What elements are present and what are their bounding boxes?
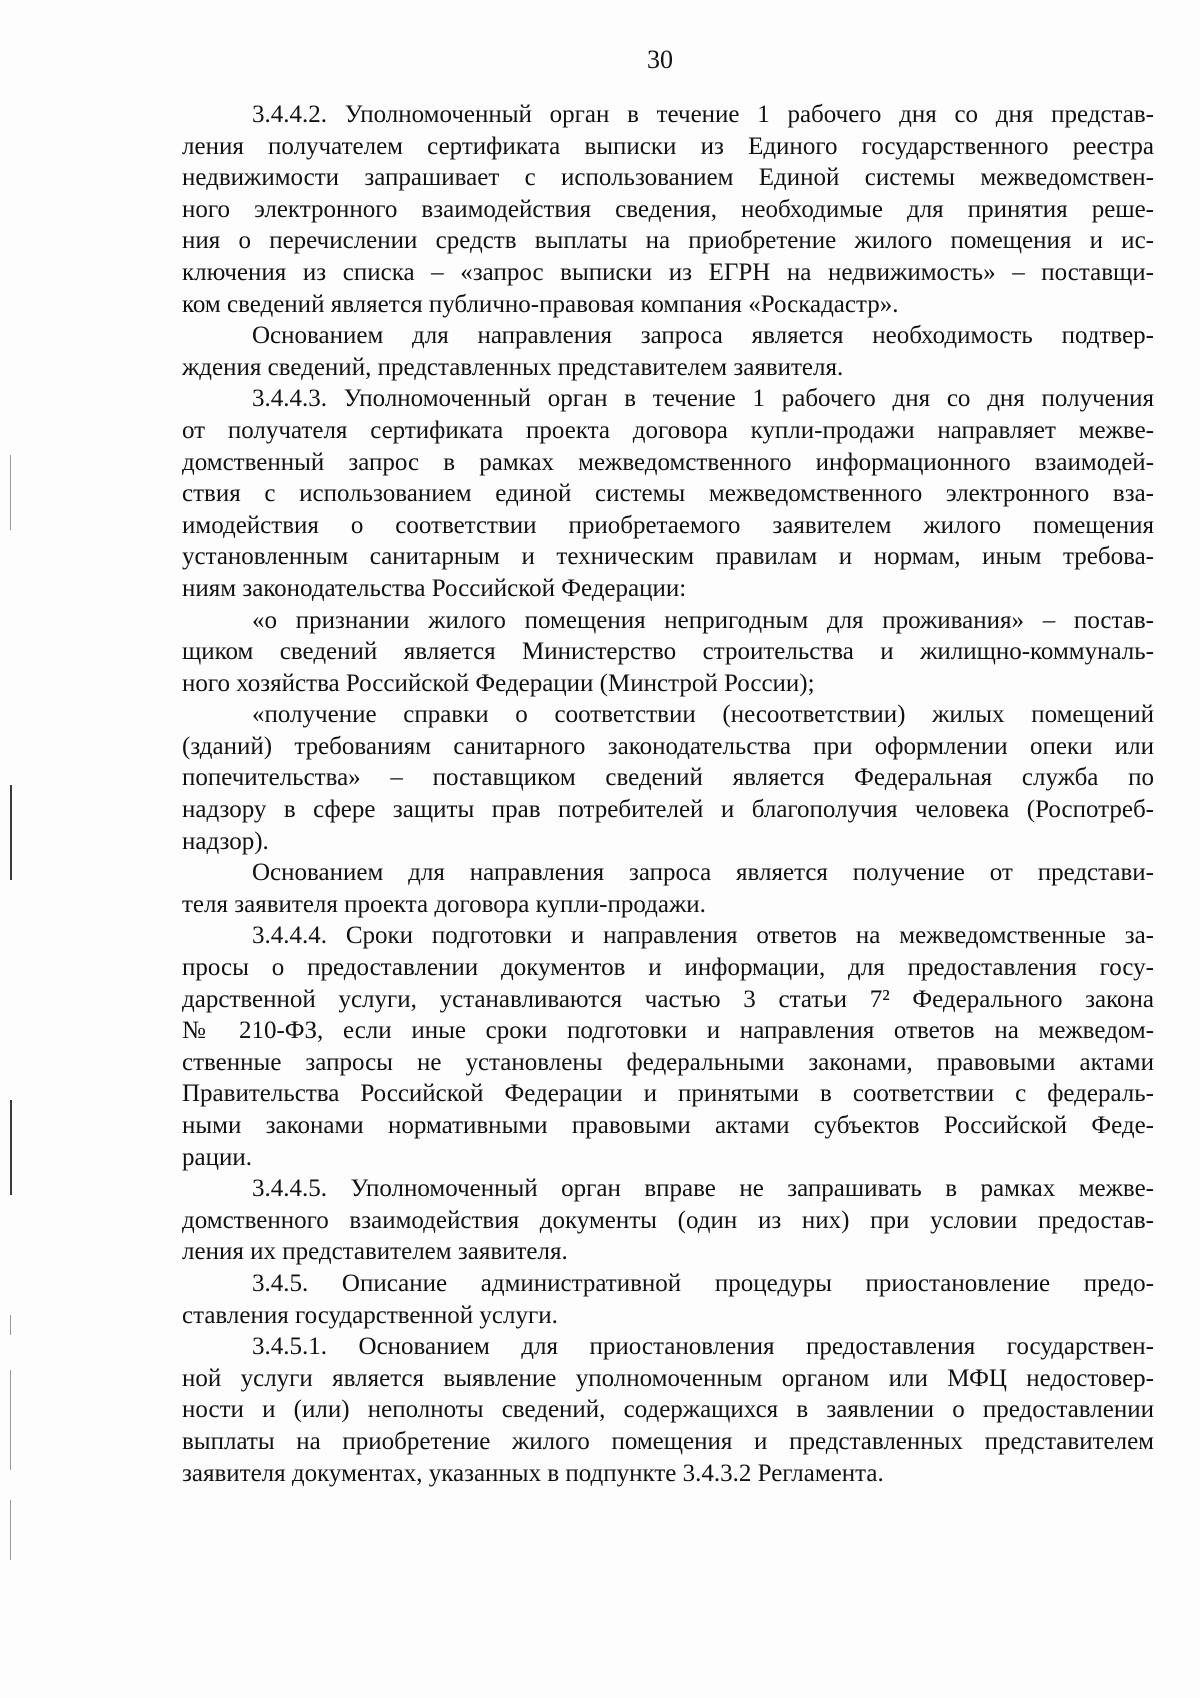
- text-line: ления их представителем заявителя.: [182, 1238, 568, 1266]
- text-line: «получение справки о соответствии (несоответствии) жилых помещений: [252, 701, 1154, 729]
- text-line: ного хозяйства Российской Федерации (Минстрой России);: [182, 669, 815, 697]
- text-line: 3.4.5. Описание административной процедуры приостановление предо-: [252, 1269, 1154, 1297]
- text-line: домственный запрос в рамках межведомственного информационного взаимодей-: [182, 448, 1154, 476]
- text-line: ком сведений является публично-правовая компания «Роскадастр».: [182, 290, 899, 318]
- text-line: 3.4.5.1. Основанием для приостановления предоставления государствен-: [252, 1333, 1154, 1361]
- text-line: 3.4.4.3. Уполномоченный орган в течение 1 рабочего дня со дня получения: [252, 385, 1154, 413]
- paragraph: [182, 1268, 1154, 1331]
- text-line: теля заявителя проекта договора купли-продажи.: [182, 890, 706, 918]
- text-line: ного электронного взаимодействия сведения, необходимые для принятия реше-: [182, 195, 1154, 223]
- text-line: ными законами нормативными правовыми актами субъектов Российской Феде-: [182, 1112, 1154, 1139]
- text-line: ственные запросы не установлены федеральными законами, правовыми актами: [182, 1048, 1154, 1076]
- text-line: надзору в сфере защиты прав потребителей и благополучия человека (Роспотреб-: [182, 796, 1154, 824]
- text-line: ключения из списка – «запрос выписки из ЕГРН на недвижимость» – поставщи-: [182, 258, 1154, 286]
- scan-artifact-line: [10, 1100, 12, 1195]
- text-line: домственного взаимодействия документы (один из них) при условии предостав-: [182, 1206, 1154, 1234]
- text-line: Основанием для направления запроса является получение от представи-: [252, 859, 1154, 887]
- text-line: ниям законодательства Российской Федерации:: [182, 574, 687, 602]
- text-line: ствия с использованием единой системы межведомственного электронного вза-: [182, 480, 1154, 508]
- scan-artifact-line: [10, 1500, 11, 1560]
- text-line: дарственной услуги, устанавливаются частью 3 статьи 7² Федерального закона: [182, 985, 1154, 1013]
- text-line: «о признании жилого помещения непригодным для проживания» – постав-: [252, 606, 1154, 634]
- paragraph: [182, 699, 1154, 857]
- text-line: попечительства» – поставщиком сведений является Федеральная служба по: [182, 764, 1154, 792]
- text-line: ности и (или) неполноты сведений, содержащихся в заявлении о предоставлении: [182, 1396, 1154, 1424]
- document-body: [182, 99, 1154, 1489]
- text-line: 3.4.4.4. Сроки подготовки и направления ответов на межведомственные за-: [252, 922, 1154, 950]
- paragraph: [182, 1331, 1154, 1489]
- text-line: имодействия о соответствии приобретаемого заявителем жилого помещения: [182, 511, 1154, 539]
- text-line: 3.4.4.2. Уполномоченный орган в течение 1 рабочего дня со дня представ-: [252, 101, 1154, 128]
- text-line: установленным санитарным и техническим правилам и нормам, иным требова-: [182, 543, 1154, 571]
- page-number: 30: [647, 45, 673, 74]
- paragraph: [182, 383, 1154, 604]
- text-line: выплаты на приобретение жилого помещения и представленных представителем: [182, 1427, 1154, 1455]
- text-line: от получателя сертификата проекта договора купли-продажи направляет межве-: [182, 416, 1154, 444]
- paragraph: [182, 605, 1154, 700]
- paragraph: [182, 920, 1154, 1173]
- text-line: Правительства Российской Федерации и принятыми в соответствии с федераль-: [182, 1080, 1154, 1108]
- text-line: ления получателем сертификата выписки из Единого государственного реестра: [182, 132, 1154, 160]
- text-line: щиком сведений является Министерство строительства и жилищно-коммуналь-: [182, 638, 1154, 666]
- text-line: (зданий) требованиям санитарного законодательства при оформлении опеки или: [182, 732, 1154, 760]
- text-line: просы о предоставлении документов и информации, для предоставления госу-: [182, 954, 1154, 982]
- scan-artifact-line: [10, 1315, 11, 1335]
- scan-artifact-line: [10, 1370, 11, 1470]
- text-line: надзор).: [182, 827, 269, 855]
- paragraph: [182, 857, 1154, 920]
- scan-artifact-line: [10, 455, 11, 530]
- paragraph: [182, 1173, 1154, 1268]
- text-line: 3.4.4.5. Уполномоченный орган вправе не запрашивать в рамках межве-: [252, 1175, 1154, 1203]
- paragraph: [182, 320, 1154, 383]
- text-line: ной услуги является выявление уполномоченным органом или МФЦ недостовер-: [182, 1364, 1154, 1392]
- text-line: заявителя документах, указанных в подпункте 3.4.3.2 Регламента.: [182, 1459, 884, 1487]
- text-line: Основанием для направления запроса является необходимость подтвер-: [252, 322, 1154, 350]
- text-line: № 210-ФЗ, если иные сроки подготовки и направления ответов на межведом-: [182, 1017, 1154, 1045]
- text-line: ставления государственной услуги.: [182, 1301, 558, 1329]
- text-line: ждения сведений, представленных представителем заявителя.: [182, 353, 844, 381]
- paragraph: [182, 99, 1154, 320]
- text-line: ния о перечислении средств выплаты на приобретение жилого помещения и ис-: [182, 227, 1154, 255]
- text-line: недвижимости запрашивает с использованием Единой системы межведомствен-: [182, 164, 1154, 192]
- scan-artifact-line: [10, 785, 12, 880]
- text-line: рации.: [182, 1143, 252, 1171]
